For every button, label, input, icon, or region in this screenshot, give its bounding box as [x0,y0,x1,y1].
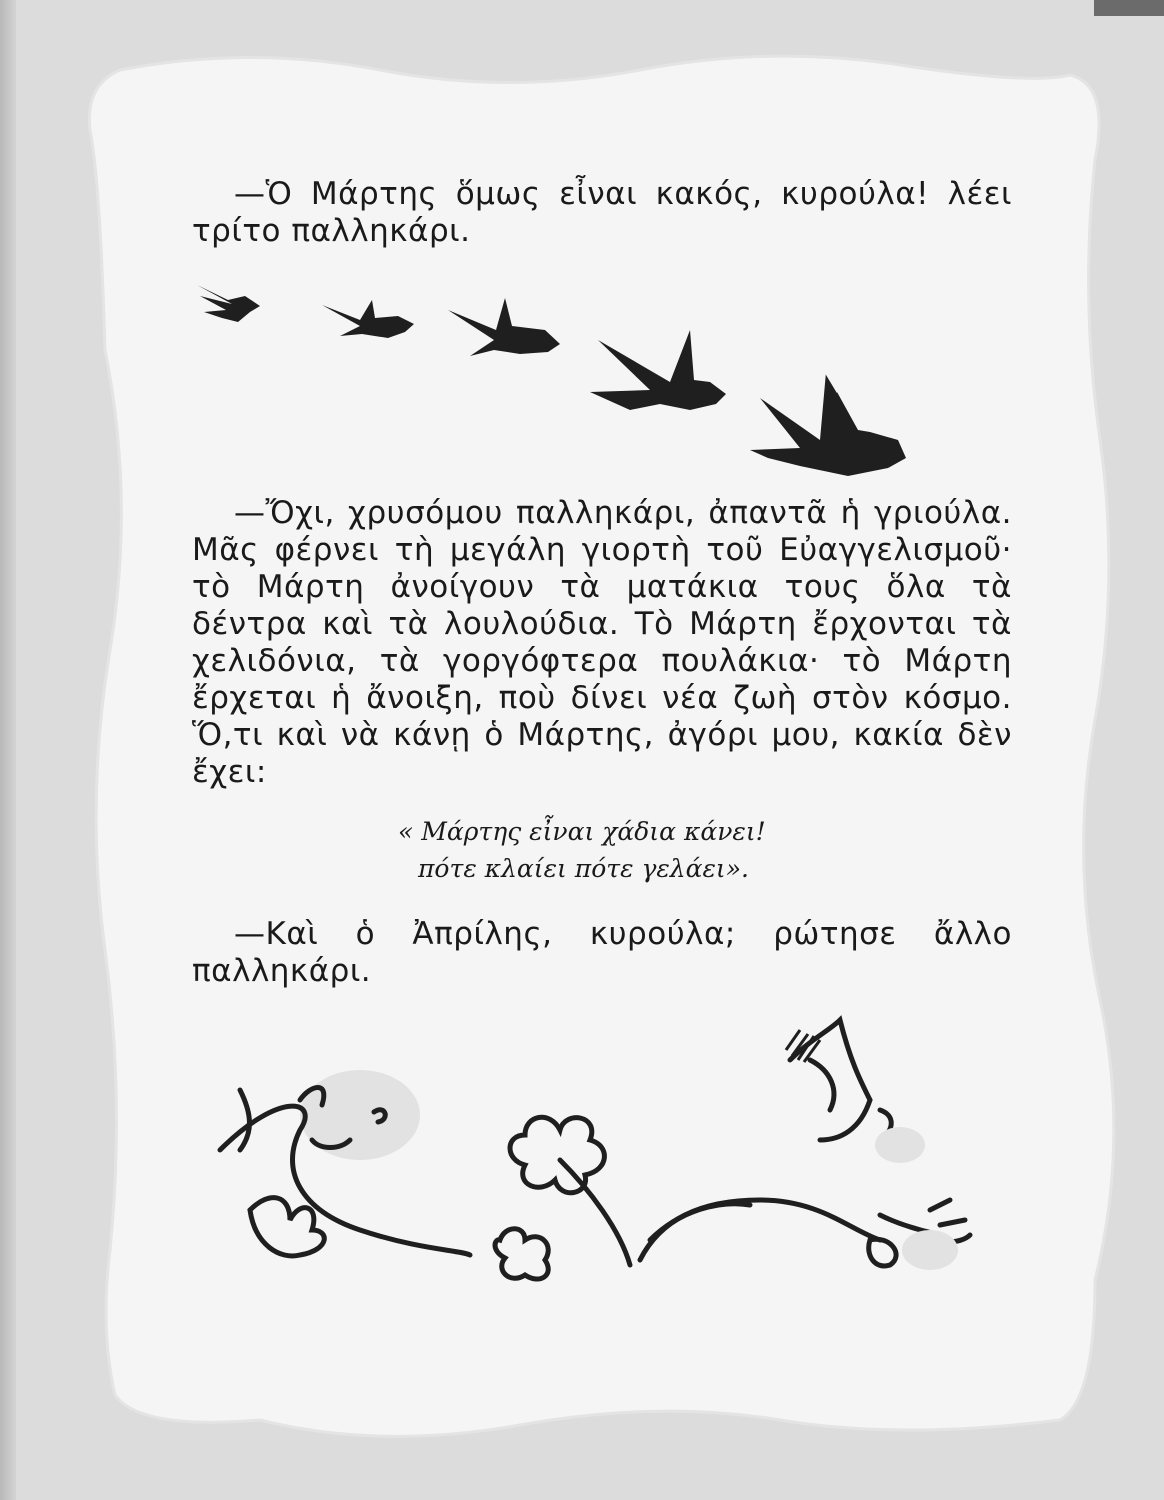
verse-line-2: πότε κλαίει πότε γελάει». [418,854,749,883]
verse-line-1: « Μάρτης εἶναι χάδια κάνει! [398,817,766,846]
paragraph-3: —Καὶ ὁ Ἀπρίλης, κυρούλα; ρώτησε ἄλλο παλληκάρι. [192,916,1012,989]
floral-border-icon [220,1020,970,1279]
paragraph-2: —Ὄχι, χρυσόμου παλληκάρι, ἀπαντᾶ ἡ γριούλα. Μᾶς φέρνει τὴ μεγάλη γιορτὴ τοῦ Εὐαγγελισμοῦ· τὸ Μάρτη ἀνοίγουν τὰ ματάκια τους ὅλα τὰ δέντρα καὶ τὰ λουλούδια. Τὸ Μάρτη ἔρχονται τὰ χελιδόνια, τὰ γοργόφτερα πουλάκια· τὸ Μάρτη ἔρχεται ἡ ἄνοιξη, ποὺ δίνει νέα ζωὴ στὸν κόσμο. Ὅ,τι καὶ νὰ κάνῃ ὁ Μάρτης, ἀγόρι μου, κακία δὲν ἔχει: [192,495,1012,790]
paragraph-1: —Ὁ Μάρτης ὅμως εἶναι κακός, κυρούλα! λέει τρίτο παλληκάρι. [192,176,1012,249]
